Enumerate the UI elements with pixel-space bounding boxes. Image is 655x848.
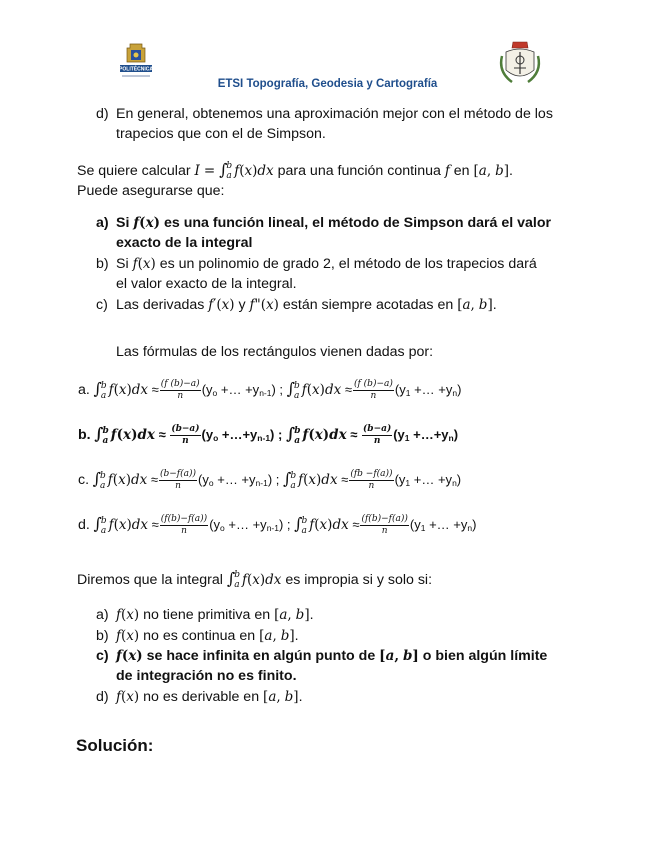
q2-stem: Las fórmulas de los rectángulos vienen dadas por: <box>116 344 434 360</box>
q1-stem-line2: Puede asegurarse que: <box>77 183 225 199</box>
upm-logo <box>114 40 158 82</box>
prev-option-d-line2: trapecios que con el de Simpson. <box>116 126 326 142</box>
q2-option-d: d. ∫ b a f(x)dx ≈ $\frac{(f(b)-f(a))}{n}$ ($y_o$ +… $+y_{n-1}$) ; ∫ b a f(x)dx ≈ $\frac{(f(b)-f(a))}{n}$ ($y_1$ +… $+y_n$) <box>78 514 477 537</box>
prev-option-d-label: d) <box>96 106 109 122</box>
prev-option-d <box>96 104 553 124</box>
q1-option-a: a) Si f(x) es una función lineal, el método de Simpson dará el valor <box>96 215 552 231</box>
q3-option-b-text: no es continua en <box>143 628 256 644</box>
q2-option-b: b. ∫ b a f(x)dx ≈ $\frac{(b-a)}{n}$ ($y_o$ $+\dots+y_{n-1}$) ; ∫ b a f(x)dx ≈ $\frac{(b-a)}{n}$ ($y_1$ $+\dots+y_n$) <box>78 424 459 447</box>
q1-stem-a: Se quiere calcular <box>77 163 191 179</box>
q3-stem-post: es impropia si y solo si: <box>285 572 433 588</box>
q3-option-a: a) f(x) no tiene primitiva en [a, b]. <box>96 607 314 623</box>
q1-option-a-label: a) <box>96 215 109 231</box>
q1-option-b-label: b) <box>96 256 109 272</box>
solution-heading: Solución: <box>76 736 154 755</box>
upm-logo-text: POLITÉCNICA <box>119 66 153 73</box>
q2-option-b-label: b. <box>78 427 91 443</box>
q1-option-c-label: c) <box>96 297 108 313</box>
q1-option-b-pre: Si <box>116 256 129 272</box>
q2-option-c: c. ∫ b a f(x)dx ≈ $\frac{(b-f(a))}{n}$ ($y_o$ +… $+y_{n-1}$) ; ∫ b a f(x)dx ≈ $\frac{(fb -f(a))}{n}$ ($y_1$ +… $+y_n$) <box>78 469 462 492</box>
q3-stem: Diremos que la integral ∫ b a f(x)dx es impropia si y solo si: <box>77 569 433 591</box>
q1-option-a-line2: exacto de la integral <box>116 235 253 251</box>
q3-option-d-label: d) <box>96 689 109 705</box>
q1-option-a-post: es una función lineal, el método de Simpson dará el valor <box>163 215 552 231</box>
prev-option-d-line1: En general, obtenemos una aproximación mejor con el método de los <box>116 106 553 122</box>
q2-option-a: a. ∫ b a f(x)dx ≈ $\frac{(f (b)-a)}{n}$ ($y_o$ +… $+y_{n-1}$) ; ∫ b a f(x)dx ≈ $\frac{(f (b)-a)}{n}$ ($y_1$ +… $+y_n$) <box>78 379 462 402</box>
q2-option-d-label: d. <box>78 517 90 533</box>
q2-option-a-label: a. <box>78 382 90 398</box>
q3-stem-pre: Diremos que la integral <box>77 572 223 588</box>
q1-option-b: b) Si f(x) es un polinomio de grado 2, el método de los trapecios dará <box>96 256 537 272</box>
q1-option-b-line2: el valor exacto de la integral. <box>116 276 297 292</box>
q1-option-b-post: es un polinomio de grado 2, el método de los trapecios dará <box>159 256 537 272</box>
q3-option-c-text2: o bien algún límite <box>422 648 548 664</box>
q1-stem: Se quiere calcular I = ∫ b a f(x)dx para una función continua f en [a, b]. <box>77 160 513 182</box>
q3-option-c-line2: de integración no es finito. <box>116 668 297 684</box>
q1-option-c: c) Las derivadas f′(x) y f"(x) están siempre acotadas en [a, b]. <box>96 297 497 313</box>
q1-option-c-pre: Las derivadas <box>116 297 205 313</box>
q2-option-c-label: c. <box>78 472 90 488</box>
q3-option-a-text: no tiene primitiva en <box>143 607 271 623</box>
q3-option-c-label: c) <box>96 648 109 664</box>
q3-option-c: c) f(x) se hace infinita en algún punto de [a, b] o bien algún límite <box>96 648 548 664</box>
q3-option-a-label: a) <box>96 607 109 623</box>
q1-stem-c: en <box>453 163 470 179</box>
q1-stem-b: para una función continua <box>277 163 441 179</box>
q3-option-c-text1: se hace infinita en algún punto de <box>146 648 376 664</box>
q3-option-d-text: no es derivable en <box>143 689 260 705</box>
header-title: ETSI Topografía, Geodesia y Cartografía <box>217 78 438 90</box>
q1-option-c-post: están siempre acotadas en <box>282 297 454 313</box>
q3-option-d: d) f(x) no es derivable en [a, b]. <box>96 689 303 705</box>
q1-option-c-mid: y <box>238 297 246 313</box>
q1-option-a-pre: Si <box>116 215 130 231</box>
q3-option-b: b) f(x) no es continua en [a, b]. <box>96 628 299 644</box>
q3-option-b-label: b) <box>96 628 109 644</box>
